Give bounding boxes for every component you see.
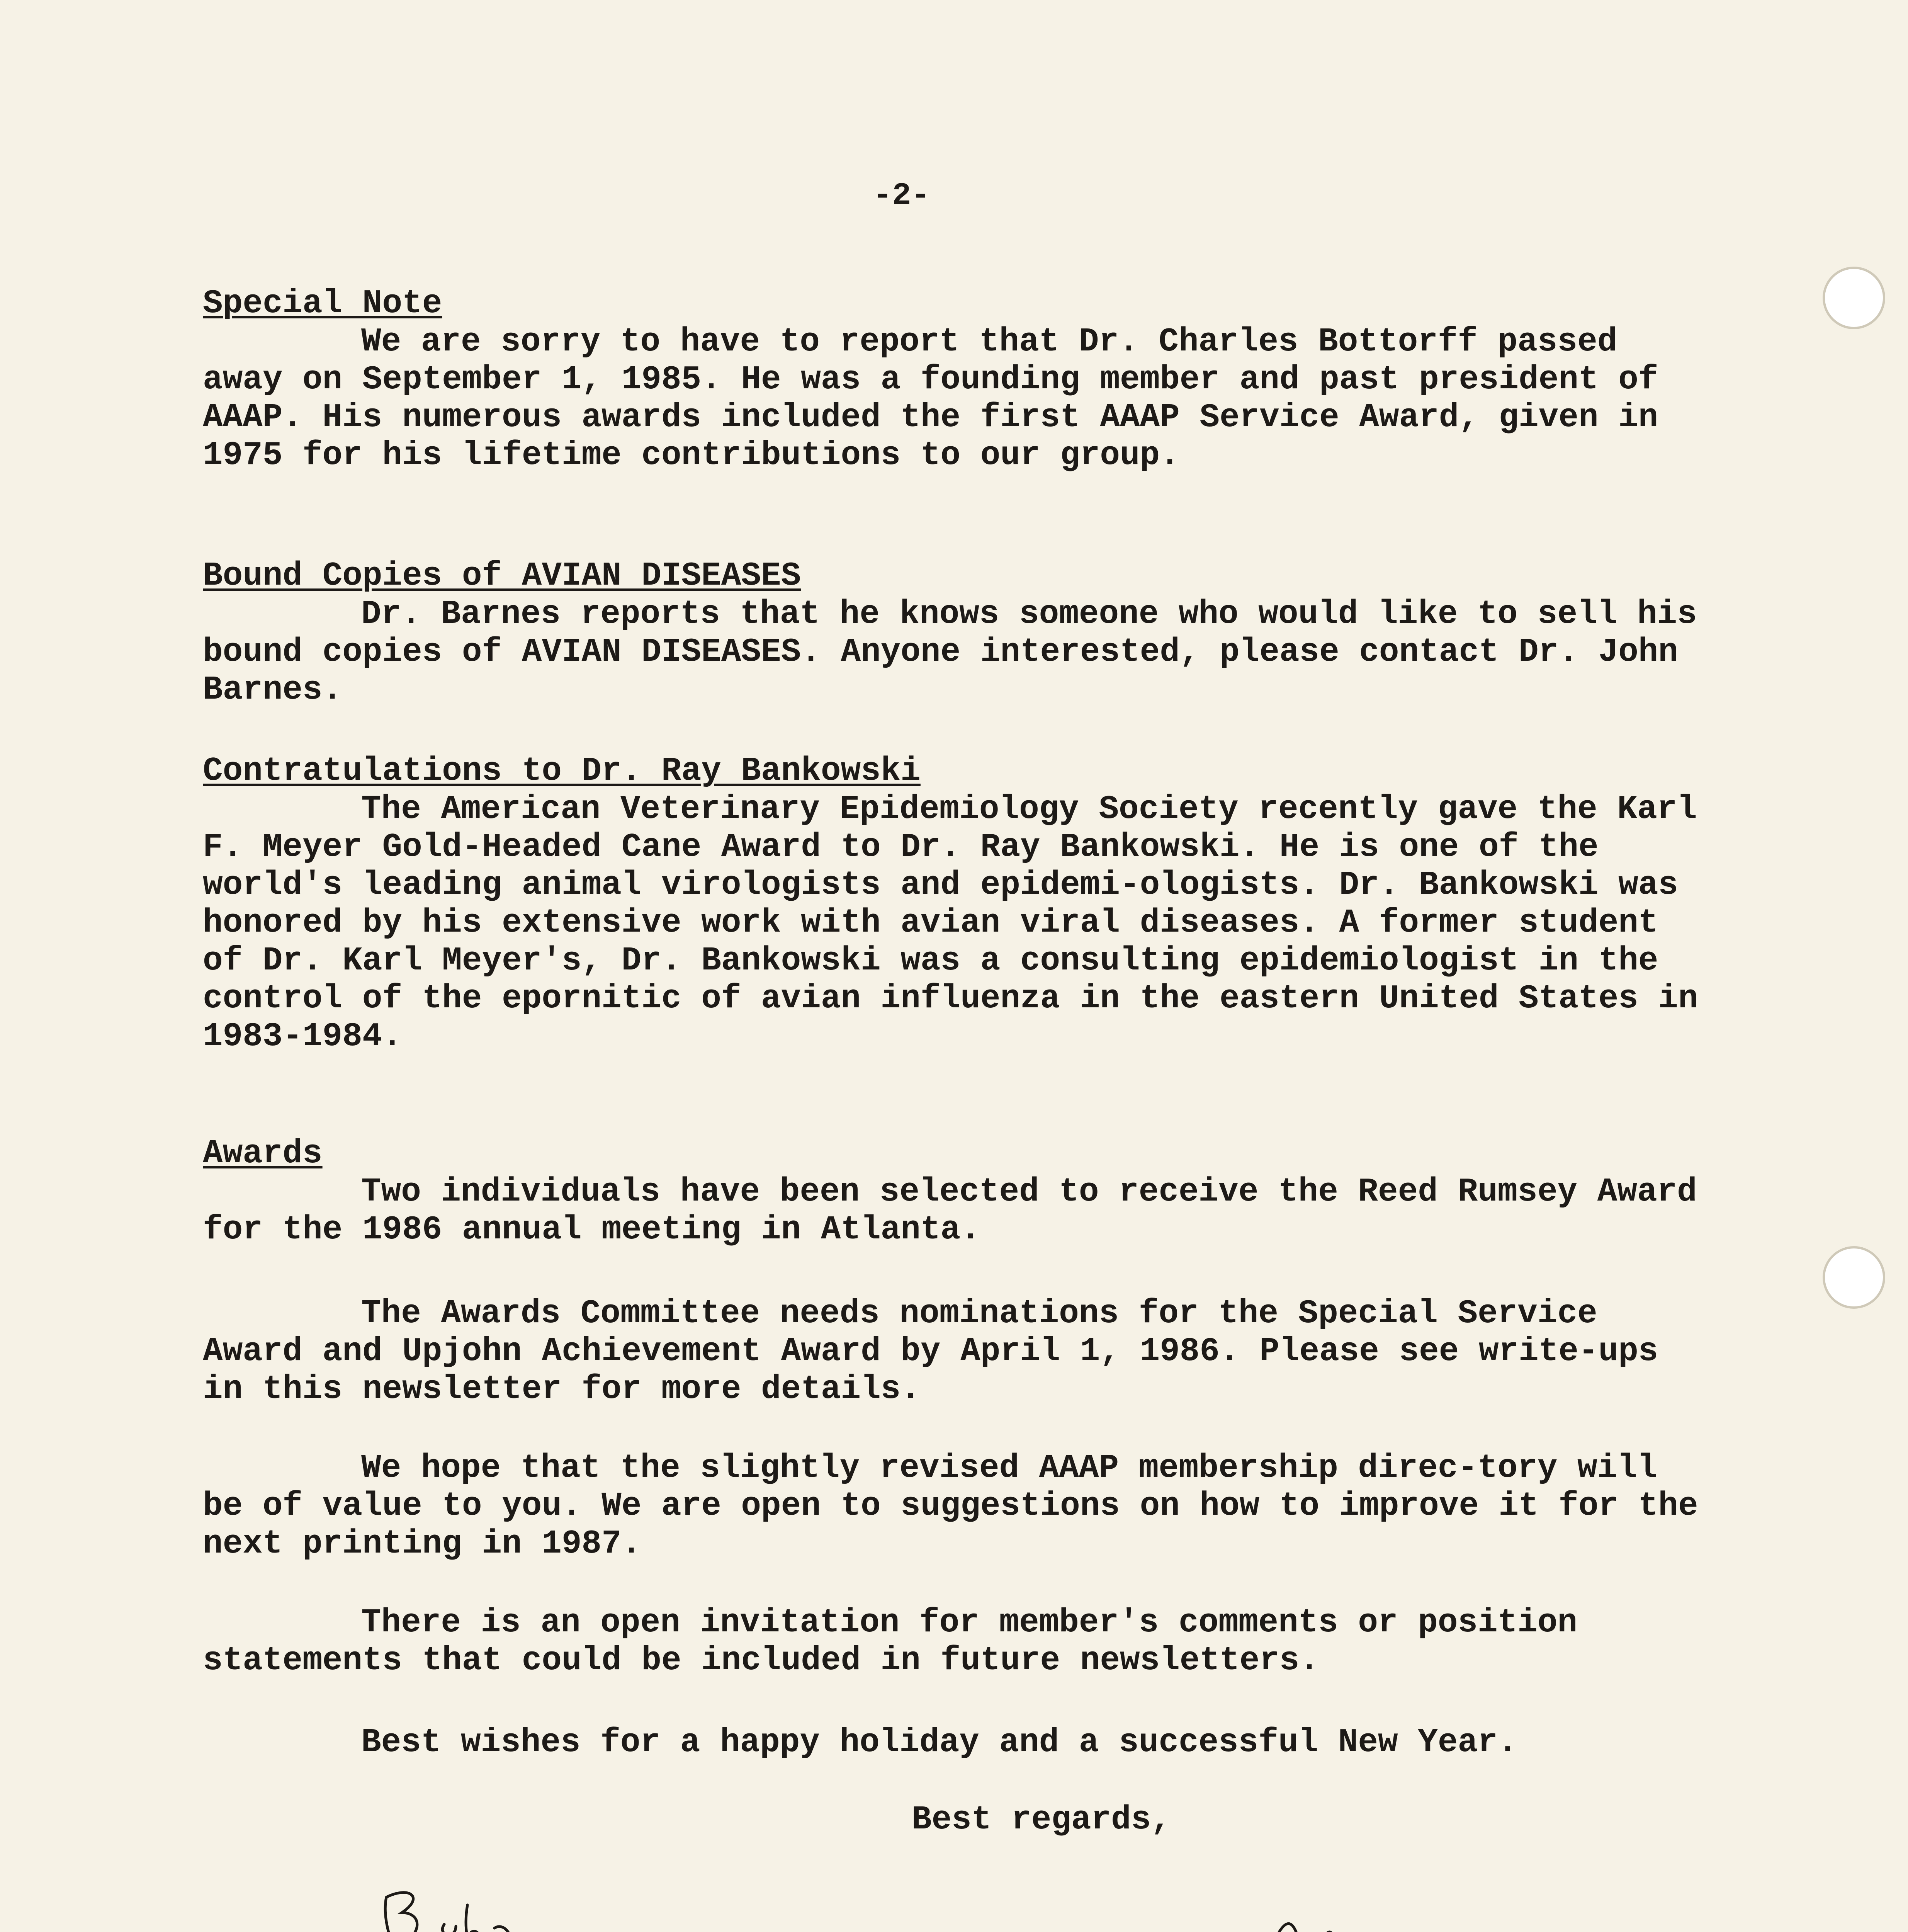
section-paragraph: There is an open invitation for member's comments or position statements that could be included in future newsletters. [203,1604,1597,1679]
closing-salutation: Best regards, [912,1801,1171,1838]
section-paragraph: We hope that the slightly revised AAAP membership direc-tory will be of value to you. We are open to suggestions on how to improve it for the next printing in 1987. [203,1449,1718,1563]
section-heading: Contratulations to Dr. Ray Bankowski [203,752,921,790]
section-paragraph: The Awards Committee needs nominations for the Special Service Award and Upjohn Achievement Award by April 1, 1986. Please see write-ups in this newsletter for more details. [203,1294,1679,1408]
page-number: -2- [873,178,930,214]
section-special-note [203,284,1709,474]
section-bound-copies [203,556,1717,709]
section-congratulations [203,752,1718,1055]
section-paragraph: Dr. Barnes reports that he knows someone who would like to sell his bound copies of AVIAN DISEASES. Anyone interested, please contact Dr. John Barnes. [203,595,1717,709]
signature-brown-graphic [1259,1901,1460,1932]
section-heading: Bound Copies of AVIAN DISEASES [203,557,801,595]
awards-paragraph-4 [203,1604,1709,1679]
signature-eckroade-graphic [379,1882,579,1932]
section-paragraph: Two individuals have been selected to receive the Reed Rumsey Award for the 1986 annual meeting in Atlanta. [203,1173,1717,1248]
punch-hole-top [1823,267,1885,329]
section-paragraph: The American Veterinary Epidemiology Society recently gave the Karl F. Meyer Gold-Headed Cane Award to Dr. Ray Bankowski. He is one of the world's leading animal virologists and epidemi-ologists. Dr. Bankowski was honored by his extensive work with avian viral diseases. A former student of Dr. Karl Meyer's, Dr. Bankowski was a consulting epidemiologist in the control of the epornitic of avian influenza in the eastern United States in 1983-1984. [203,790,1718,1055]
section-paragraph: We are sorry to have to report that Dr. Charles Bottorff passed away on September 1, 1985. He was a founding member and past president of AAAP. His numerous awards included the first AAAP Service Award, given in 1975 for his lifetime contributions to our group. [203,323,1679,474]
section-heading: Special Note [203,284,442,322]
awards-paragraph-5 [203,1723,1709,1761]
section-heading: Awards [203,1134,323,1172]
awards-paragraph-3 [203,1449,1718,1563]
section-awards [203,1134,1717,1248]
awards-paragraph-2 [203,1294,1709,1408]
punch-hole-middle [1823,1246,1885,1309]
section-paragraph: Best wishes for a happy holiday and a successful New Year. [361,1723,1518,1761]
